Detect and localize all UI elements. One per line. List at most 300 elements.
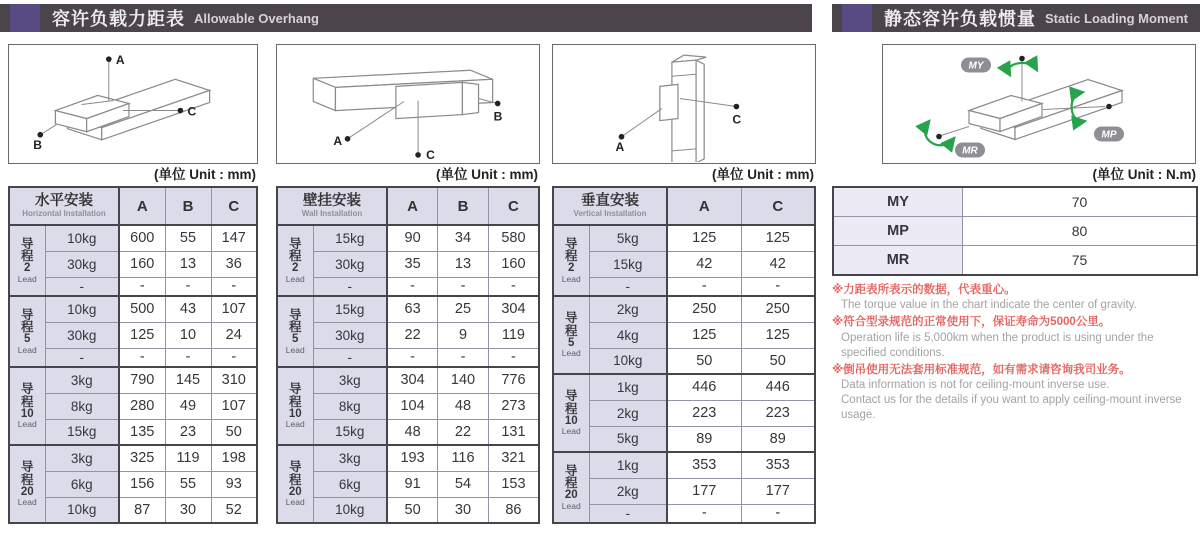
lead-cn-char: 程 — [288, 394, 302, 409]
accent-square-icon — [842, 4, 872, 32]
lead-cell — [277, 445, 313, 523]
overhang-table-host — [276, 186, 540, 524]
lead-cell — [553, 225, 589, 296]
lead-cn-char: 导 — [564, 389, 578, 404]
lead-cn-char: 程 — [20, 472, 34, 487]
wall-rail-diagram-icon — [277, 45, 539, 162]
section-header-overhang — [0, 4, 812, 32]
lead-cn-char: 导 — [288, 236, 302, 251]
table-row — [9, 393, 257, 419]
load-cell: 3kg — [313, 367, 387, 393]
section-title-cn: 静态容许负载惯量 — [884, 9, 1036, 29]
value-cell: 160 — [488, 251, 539, 277]
value-cell: 107 — [211, 296, 257, 322]
lead-cn-char: 导 — [20, 460, 34, 475]
lead-cn-char: 导 — [288, 460, 302, 475]
lead-cell — [9, 296, 45, 367]
load-cell: - — [589, 277, 667, 296]
value-cell: 13 — [165, 251, 211, 277]
table-row — [277, 445, 539, 471]
lead-number: 5 — [24, 333, 31, 346]
value-cell: 250 — [667, 296, 741, 322]
load-cell: - — [313, 277, 387, 296]
table-row — [9, 296, 257, 322]
value-cell: 135 — [119, 419, 165, 445]
table-row — [9, 277, 257, 296]
moment-value-cell: 70 — [963, 187, 1198, 217]
table-row — [277, 251, 539, 277]
lead-number: 5 — [292, 333, 299, 346]
dim-label-a: A — [115, 53, 125, 68]
value-cell: - — [211, 277, 257, 296]
lead-cell — [277, 225, 313, 296]
value-cell: 321 — [488, 445, 539, 471]
panel-horizontal-installation — [8, 44, 258, 524]
section-title-cn: 容许负载力距表 — [52, 9, 185, 29]
value-cell: 145 — [165, 367, 211, 393]
value-cell: 43 — [165, 296, 211, 322]
load-cell: 2kg — [589, 478, 667, 504]
table-row — [277, 497, 539, 523]
value-cell: 30 — [165, 497, 211, 523]
unit-label: (单位 Unit : mm) — [712, 167, 814, 182]
diagram-horizontal — [8, 44, 258, 164]
diagram-moment — [882, 44, 1196, 164]
table-row — [9, 225, 257, 251]
overhang-table-host — [8, 186, 258, 524]
value-cell: 48 — [387, 419, 438, 445]
section-header-moment — [832, 4, 1200, 32]
value-cell: 119 — [488, 322, 539, 348]
lead-en: Lead — [561, 426, 581, 437]
table-row — [553, 225, 815, 251]
dim-label-c: C — [187, 104, 197, 119]
value-cell: 34 — [438, 225, 489, 251]
value-cell: 131 — [488, 419, 539, 445]
lead-cn-char: 程 — [288, 249, 302, 264]
value-cell: 9 — [438, 322, 489, 348]
load-cell: - — [45, 348, 119, 367]
lead-number: 20 — [20, 485, 34, 498]
value-cell: 87 — [119, 497, 165, 523]
lead-en: Lead — [285, 419, 305, 430]
value-cell: 125 — [741, 322, 815, 348]
value-cell: 107 — [211, 393, 257, 419]
value-cell: 125 — [741, 225, 815, 251]
value-cell: 13 — [438, 251, 489, 277]
value-cell: - — [741, 504, 815, 523]
table-row — [277, 296, 539, 322]
moment-label-my: MY — [968, 60, 984, 72]
lead-cell — [9, 445, 45, 523]
lead-en: Lead — [17, 419, 37, 430]
value-cell: 177 — [741, 478, 815, 504]
install-type-en: Vertical Installation — [573, 208, 647, 218]
value-cell: 160 — [119, 251, 165, 277]
load-cell: 10kg — [313, 497, 387, 523]
table-row — [553, 504, 815, 523]
overhang-table — [552, 186, 816, 524]
value-cell: 52 — [211, 497, 257, 523]
value-cell: 42 — [667, 251, 741, 277]
load-cell: 8kg — [313, 393, 387, 419]
lead-cn-char: 程 — [564, 476, 578, 491]
table-row — [553, 400, 815, 426]
table-row — [9, 348, 257, 367]
install-type-en: Horizontal Installation — [22, 208, 106, 218]
table-row — [277, 471, 539, 497]
table-row — [277, 419, 539, 445]
dim-label-b: B — [493, 109, 503, 124]
lead-cell — [277, 367, 313, 445]
value-cell: - — [211, 348, 257, 367]
column-header: C — [741, 187, 815, 225]
value-cell: 55 — [165, 225, 211, 251]
unit-label: (单位 Unit : N.m) — [1092, 167, 1196, 182]
load-cell: 30kg — [45, 251, 119, 277]
lead-en: Lead — [561, 348, 581, 359]
panel-vertical-installation — [552, 44, 816, 524]
value-cell: 86 — [488, 497, 539, 523]
value-cell: 353 — [667, 452, 741, 478]
install-type-cn: 壁挂安装 — [303, 193, 361, 210]
load-cell: - — [45, 277, 119, 296]
value-cell: - — [119, 277, 165, 296]
moment-row — [833, 217, 1197, 246]
value-cell: 36 — [211, 251, 257, 277]
dim-label-a: A — [333, 133, 343, 148]
value-cell: 177 — [667, 478, 741, 504]
note-line: Data information is not for ceiling-mount inverse use. — [841, 379, 1110, 392]
vertical-rail-diagram-icon — [553, 45, 815, 162]
load-cell: 10kg — [45, 296, 119, 322]
value-cell: 580 — [488, 225, 539, 251]
load-cell: - — [589, 504, 667, 523]
horizontal-rail-diagram-icon — [9, 45, 257, 162]
lead-number: 10 — [288, 407, 302, 420]
value-cell: 325 — [119, 445, 165, 471]
load-cell: 5kg — [589, 426, 667, 452]
column-header: A — [119, 187, 165, 225]
load-cell: - — [313, 348, 387, 367]
value-cell: 776 — [488, 367, 539, 393]
table-row — [553, 374, 815, 400]
load-cell: 15kg — [45, 419, 119, 445]
table-row — [277, 348, 539, 367]
note-line: ※倒吊使用无法套用标准规范，如有需求请咨询我司业务。 — [832, 363, 1131, 376]
load-cell: 15kg — [589, 251, 667, 277]
panel-static-loading-moment — [832, 44, 1198, 424]
table-row — [277, 367, 539, 393]
table-row — [277, 393, 539, 419]
value-cell: - — [438, 277, 489, 296]
table-row — [9, 445, 257, 471]
table-row — [553, 277, 815, 296]
moment-label-cell: MP — [833, 217, 963, 246]
footnotes — [832, 283, 1198, 424]
value-cell: 63 — [387, 296, 438, 322]
note-line: Contact us for the details if you want to apply ceiling-mount inverse usage. — [841, 394, 1182, 422]
value-cell: 304 — [387, 367, 438, 393]
load-cell: 1kg — [589, 452, 667, 478]
moment-label-cell: MY — [833, 187, 963, 217]
value-cell: - — [488, 277, 539, 296]
value-cell: 30 — [438, 497, 489, 523]
lead-en: Lead — [285, 344, 305, 355]
value-cell: 156 — [119, 471, 165, 497]
column-header: C — [211, 187, 257, 225]
value-cell: 310 — [211, 367, 257, 393]
load-cell: 3kg — [45, 367, 119, 393]
dim-label-c: C — [732, 112, 742, 127]
table-row — [9, 497, 257, 523]
value-cell: 35 — [387, 251, 438, 277]
moment-rail-diagram-icon — [883, 45, 1195, 162]
value-cell: - — [741, 277, 815, 296]
table-row — [553, 452, 815, 478]
lead-cn-char: 程 — [564, 249, 578, 264]
value-cell: 89 — [741, 426, 815, 452]
value-cell: 125 — [119, 322, 165, 348]
value-cell: 125 — [667, 225, 741, 251]
load-cell: 30kg — [313, 251, 387, 277]
install-type-header — [277, 187, 387, 225]
value-cell: 273 — [488, 393, 539, 419]
value-cell: - — [387, 277, 438, 296]
lead-cn-char: 导 — [564, 236, 578, 251]
table-row — [553, 426, 815, 452]
value-cell: 50 — [387, 497, 438, 523]
load-cell: 6kg — [45, 471, 119, 497]
value-cell: - — [165, 348, 211, 367]
lead-cn-char: 导 — [20, 382, 34, 397]
lead-cn-char: 程 — [564, 323, 578, 338]
lead-cell — [553, 296, 589, 374]
value-cell: 22 — [387, 322, 438, 348]
lead-number: 2 — [292, 262, 299, 275]
lead-cn-char: 导 — [564, 463, 578, 478]
dim-label-a: A — [615, 139, 625, 154]
value-cell: 304 — [488, 296, 539, 322]
table-row — [9, 251, 257, 277]
load-cell: 30kg — [45, 322, 119, 348]
value-cell: 116 — [438, 445, 489, 471]
note-line: ※符合型录规范的正常使用下，保证寿命为5000公里。 — [832, 316, 1111, 329]
lead-en: Lead — [561, 500, 581, 511]
lead-number: 20 — [288, 485, 302, 498]
table-row — [553, 478, 815, 504]
load-cell: 10kg — [589, 348, 667, 374]
panel-wall-installation — [276, 44, 540, 524]
lead-number: 10 — [564, 414, 578, 427]
lead-en: Lead — [17, 273, 37, 284]
lead-en: Lead — [17, 344, 37, 355]
value-cell: 125 — [667, 322, 741, 348]
lead-cn-char: 导 — [20, 236, 34, 251]
lead-cell — [277, 296, 313, 367]
load-cell: 10kg — [45, 497, 119, 523]
load-cell: 30kg — [313, 322, 387, 348]
value-cell: 50 — [211, 419, 257, 445]
value-cell: - — [667, 277, 741, 296]
lead-cn-char: 导 — [564, 311, 578, 326]
moment-label-mp: MP — [1101, 129, 1117, 141]
lead-en: Lead — [17, 497, 37, 508]
lead-cn-char: 程 — [564, 401, 578, 416]
value-cell: - — [119, 348, 165, 367]
value-cell: 25 — [438, 296, 489, 322]
value-cell: 153 — [488, 471, 539, 497]
lead-number: 2 — [568, 262, 575, 275]
value-cell: 91 — [387, 471, 438, 497]
accent-square-icon — [10, 4, 40, 32]
lead-cn-char: 导 — [288, 307, 302, 322]
load-cell: 8kg — [45, 393, 119, 419]
diagram-vertical — [552, 44, 816, 164]
value-cell: 49 — [165, 393, 211, 419]
note-line: ※力距表所表示的数据，代表重心。 — [832, 284, 1016, 296]
value-cell: 223 — [667, 400, 741, 426]
lead-cn-char: 导 — [288, 382, 302, 397]
value-cell: 119 — [165, 445, 211, 471]
table-row — [553, 348, 815, 374]
lead-en: Lead — [285, 497, 305, 508]
value-cell: 89 — [667, 426, 741, 452]
value-cell: 353 — [741, 452, 815, 478]
moment-table — [832, 186, 1198, 276]
load-cell: 4kg — [589, 322, 667, 348]
table-row — [9, 322, 257, 348]
unit-label: (单位 Unit : mm) — [154, 167, 256, 182]
column-header: A — [667, 187, 741, 225]
value-cell: 50 — [667, 348, 741, 374]
column-header: C — [488, 187, 539, 225]
value-cell: - — [667, 504, 741, 523]
load-cell: 15kg — [313, 419, 387, 445]
note-line: Operation life is 5,000km when the product is using under the specified conditions. — [841, 331, 1154, 359]
dim-label-b: B — [33, 137, 42, 152]
lead-cn-char: 程 — [20, 249, 34, 264]
value-cell: 446 — [741, 374, 815, 400]
lead-cn-char: 程 — [20, 320, 34, 335]
overhang-table-host — [552, 186, 816, 524]
value-cell: 22 — [438, 419, 489, 445]
value-cell: 90 — [387, 225, 438, 251]
lead-cell — [553, 374, 589, 452]
dim-label-c: C — [426, 147, 435, 162]
overhang-table — [276, 186, 540, 524]
table-row — [553, 322, 815, 348]
diagram-wall — [276, 44, 540, 164]
value-cell: 93 — [211, 471, 257, 497]
column-header: B — [438, 187, 489, 225]
moment-label-mr: MR — [962, 145, 978, 157]
install-type-header — [553, 187, 667, 225]
lead-number: 20 — [564, 489, 578, 502]
value-cell: 50 — [741, 348, 815, 374]
value-cell: 42 — [741, 251, 815, 277]
column-header: A — [387, 187, 438, 225]
lead-cell — [9, 367, 45, 445]
moment-value-cell: 75 — [963, 246, 1198, 276]
value-cell: - — [387, 348, 438, 367]
lead-en: Lead — [285, 273, 305, 284]
value-cell: 55 — [165, 471, 211, 497]
load-cell: 5kg — [589, 225, 667, 251]
value-cell: 223 — [741, 400, 815, 426]
value-cell: 600 — [119, 225, 165, 251]
install-type-header — [9, 187, 119, 225]
value-cell: - — [438, 348, 489, 367]
table-row — [553, 296, 815, 322]
value-cell: 140 — [438, 367, 489, 393]
install-type-cn: 水平安装 — [35, 193, 93, 210]
lead-cn-char: 程 — [20, 394, 34, 409]
unit-label: (单位 Unit : mm) — [436, 167, 538, 182]
table-row — [277, 225, 539, 251]
table-row — [277, 277, 539, 296]
load-cell: 15kg — [313, 225, 387, 251]
load-cell: 6kg — [313, 471, 387, 497]
table-row — [9, 367, 257, 393]
value-cell: 147 — [211, 225, 257, 251]
value-cell: 500 — [119, 296, 165, 322]
overhang-table — [8, 186, 258, 524]
lead-en: Lead — [561, 273, 581, 284]
column-header: B — [165, 187, 211, 225]
moment-row — [833, 187, 1197, 217]
lead-cn-char: 导 — [20, 307, 34, 322]
load-cell: 2kg — [589, 296, 667, 322]
note-line: The torque value in the chart indicate the center of gravity. — [841, 299, 1137, 312]
table-header-row — [277, 187, 539, 225]
value-cell: - — [488, 348, 539, 367]
section-title-en: Static Loading Moment — [1045, 10, 1188, 26]
load-cell: 3kg — [45, 445, 119, 471]
moment-value-cell: 80 — [963, 217, 1198, 246]
value-cell: 24 — [211, 322, 257, 348]
table-header-row — [9, 187, 257, 225]
lead-cn-char: 程 — [288, 320, 302, 335]
lead-number: 5 — [568, 336, 575, 349]
load-cell: 2kg — [589, 400, 667, 426]
value-cell: 250 — [741, 296, 815, 322]
lead-cell — [9, 225, 45, 296]
moment-label-cell: MR — [833, 246, 963, 276]
value-cell: - — [165, 277, 211, 296]
value-cell: 193 — [387, 445, 438, 471]
table-row — [277, 322, 539, 348]
moment-table-host — [832, 186, 1198, 276]
value-cell: 104 — [387, 393, 438, 419]
value-cell: 446 — [667, 374, 741, 400]
lead-number: 2 — [24, 262, 31, 275]
lead-number: 10 — [20, 407, 34, 420]
load-cell: 15kg — [313, 296, 387, 322]
value-cell: 198 — [211, 445, 257, 471]
table-row — [9, 419, 257, 445]
load-cell: 10kg — [45, 225, 119, 251]
table-row — [9, 471, 257, 497]
section-title-en: Allowable Overhang — [194, 10, 319, 26]
moment-row — [833, 246, 1197, 276]
load-cell: 3kg — [313, 445, 387, 471]
value-cell: 23 — [165, 419, 211, 445]
value-cell: 54 — [438, 471, 489, 497]
lead-cn-char: 程 — [288, 472, 302, 487]
value-cell: 10 — [165, 322, 211, 348]
value-cell: 48 — [438, 393, 489, 419]
